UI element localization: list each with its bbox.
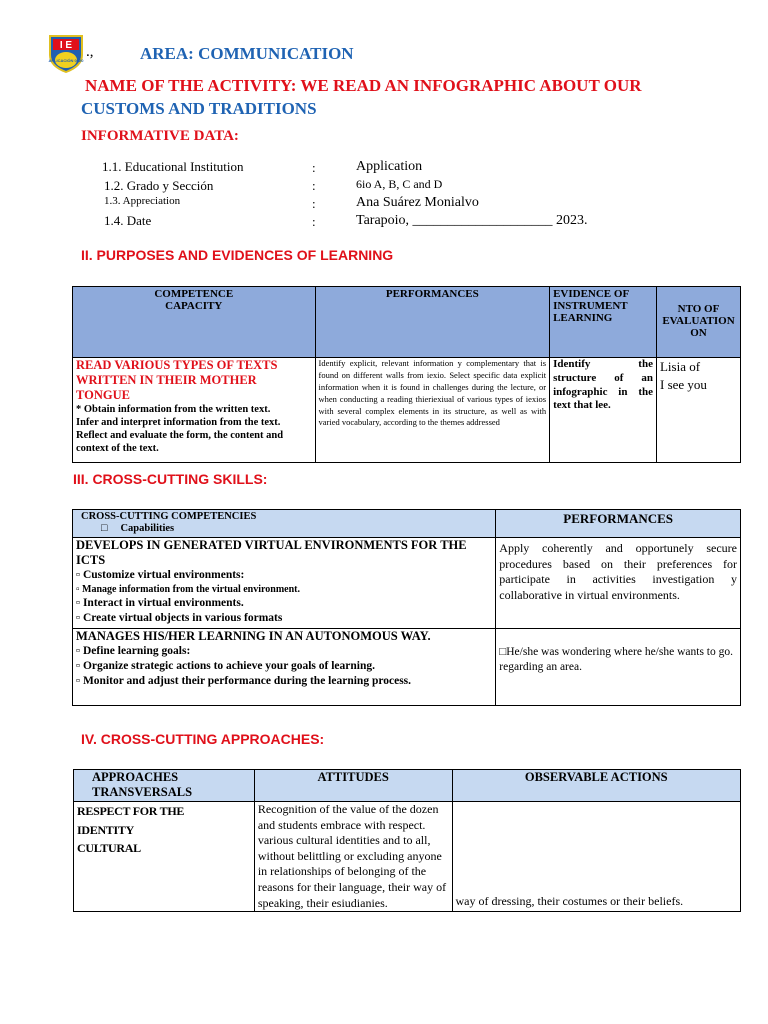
competence-cell [73,358,316,463]
checkbox-icon: □ [101,522,108,534]
info-label-date: 1.4. Date [104,213,152,228]
instrument-cell [656,358,740,463]
header-approaches: APPROACHES TRANSVERSALS [74,770,255,802]
attitudes-cell: Recognition of the value of the dozen and students embrace with respect. various cultural identities and to all, without belittling or excluding anyone in relationships of belonging of the reasons for their language, their way of speaking, their esiudianies. [254,802,452,912]
area-title: AREA: COMMUNICATION [140,44,354,63]
approach-cell [74,802,255,912]
competence-title: READ VARIOUS TYPES OF TEXTS WRITTEN IN THEIR MOTHER TONGUE [76,358,278,402]
bullet-icon: ▫ [76,659,83,672]
logo-text: APLICACIÓN 0620 [48,58,84,63]
bullet-item [76,674,492,689]
header-instrument: NTO OF EVALUATION ON [656,287,740,358]
header-performances: PERFORMANCES [315,287,550,358]
instrument-line: I see you [659,376,707,392]
competency-autonomous-performance [496,629,741,706]
info-colon: : [312,196,316,211]
info-label-grade: 1.2. Grado y Sección [104,178,214,193]
header-observable-actions: OBSERVABLE ACTIONS [452,770,741,802]
bullet-item [76,583,492,596]
activity-title-line1: NAME OF THE ACTIVITY: WE READ AN INFOGRAPHIC ABOUT OUR [85,76,642,95]
performance-text: He/she was wondering where he/she wants to go. regarding an area. [499,646,733,673]
competency-autonomous-cell [73,629,496,706]
activity-title-line2: CUSTOMS AND TRADITIONS [81,99,317,118]
info-colon: : [312,178,316,193]
bullet-icon: ▫ [76,611,83,624]
competency-ict-performance: Apply coherently and opportunely secure procedures based on their preferences for participate in activities investigation y collaborative in virtual environments. [496,538,741,629]
header-attitudes: ATTITUDES [254,770,452,802]
bullet-text: Create virtual objects in various formats [82,611,283,624]
skills-table [72,509,741,706]
header-competence: COMPETENCE [154,288,234,300]
header-cross-cutting-competencies [73,510,496,538]
bullet-text: Customize virtual environments: [82,569,245,581]
capacity-item: Reflect and evaluate the form, the content and context of the text. [76,430,284,455]
approach-line: IDENTITY [77,822,134,837]
bullet-text: Define learning goals: [82,645,191,657]
instrument-line: Lisia of [659,359,701,374]
info-value-grade: 6io A, B, C and D [356,177,443,191]
bullet-icon: ▫ [76,569,83,581]
approach-line: CULTURAL [77,841,141,856]
info-label-appreciation: 1.3. Appreciation [104,195,181,207]
bullet-icon: ▫ [76,583,83,595]
info-label-institution: 1.1. Educational Institution [102,159,244,174]
competency-ict-cell [73,538,496,629]
info-colon: : [312,214,316,229]
school-logo [46,33,86,73]
approach-line: RESPECT FOR THE [77,804,185,818]
header-evidence: EVIDENCE OF INSTRUMENT LEARNING [550,287,657,358]
bullet-icon: ▫ [76,645,83,657]
header-skills-performances: PERFORMANCES [496,510,741,538]
capacity-item: * Obtain information from the written text. [76,404,271,415]
bullet-icon: ▫ [76,674,83,687]
logo-letters: I E [59,40,73,51]
info-value-date: Tarapoio, ____________________ 2023. [356,213,588,228]
bullet-item [76,611,492,626]
info-value-appreciation: Ana Suárez Monialvo [356,195,479,210]
competency-autonomous-title: MANAGES HIS/HER LEARNING IN AN AUTONOMOUS WAY. [76,629,431,643]
info-colon: : [312,160,316,175]
bullet-text: Organize strategic actions to achieve your goals of learning. [82,659,375,672]
bullet-text: Monitor and adjust their performance during the learning process. [82,674,412,687]
bullet-icon: ▫ [76,596,83,609]
competency-ict-title: DEVELOPS IN GENERATED VIRTUAL ENVIRONMENTS FOR THE ICTS [76,538,467,567]
header-prefix: ., [86,44,94,60]
approaches-table [73,769,741,912]
bullet-item [76,568,492,583]
section-skills-title: III. CROSS-CUTTING SKILLS: [73,471,268,487]
bullet-text: Interact in virtual environments. [82,596,244,609]
bullet-item [76,659,492,674]
info-value-institution: Application [356,159,423,174]
section-purposes-title: II. PURPOSES AND EVIDENCES OF LEARNING [81,247,394,263]
capacity-item: Infer and interpret information from the text. [76,417,281,429]
header-competencies-label: CROSS-CUTTING COMPETENCIES [81,511,257,522]
bullet-text: Manage information from the virtual environment. [82,583,300,595]
header-capabilities-label: Capabilities [120,522,175,534]
header-capacity: CAPACITY [165,300,223,312]
purposes-table [72,286,741,463]
section-approaches-title: IV. CROSS-CUTTING APPROACHES: [81,731,325,747]
bullet-item [76,644,492,659]
header-competence-capacity [73,287,316,358]
evidence-cell: Identify the structure of an infographic in the text that lee. [550,358,657,463]
performance-cell: Identify explicit, relevant information y complementary that is found on different walls from iexio. Select specific data explicit information when it is found in challenges during the lecture, or when conducting a reading thieriexiual of various types of iexios with several complex elements in its structure, as well as with varied vocabulary, according to the themes addressed [315,358,550,463]
checkbox-icon: □ [499,646,507,658]
header-capabilities-row [81,523,492,535]
informative-data-title: INFORMATIVE DATA: [81,128,239,144]
bullet-item [76,596,492,611]
actions-cell: way of dressing, their costumes or their beliefs. [452,802,741,912]
